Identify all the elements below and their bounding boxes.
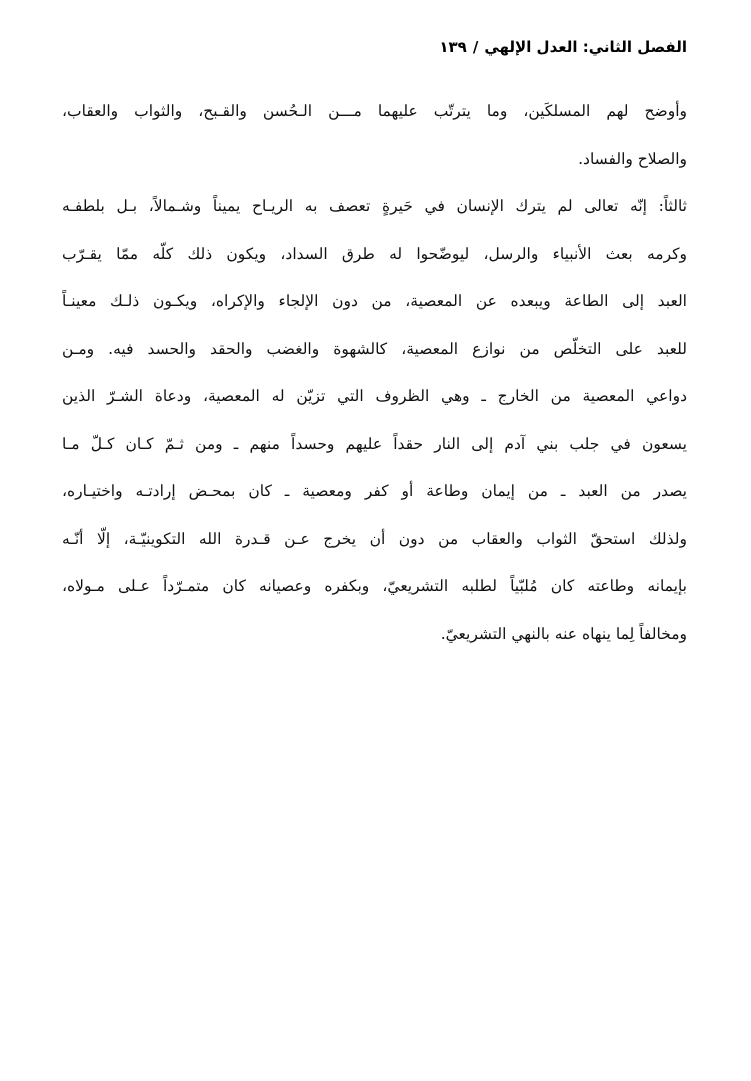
running-header — [64, 32, 687, 62]
chapter-title: الفصل الثاني: العدل الإلهي — [484, 38, 687, 56]
header-separator: / — [472, 38, 479, 56]
text-line: يسعون في جلب بني آدم إلى النار حقداً عليهم وحسداً منهم ـ ومن ثـمّ كـان كـلّ مـا — [62, 434, 687, 453]
text-line: وكرمه بعث الأنبياء والرسل، ليوضّحوا له طرق السداد، ويكون ذلك كلّه ممّا يقـرّب — [62, 244, 687, 263]
text-line: للعبد على التخلّص من نوازع المعصية، كالشهوة والغضب والحقد والحسد فيه. ومـن — [62, 339, 687, 358]
page-number: ١٣٩ — [439, 38, 467, 56]
body-text — [62, 88, 687, 658]
text-line: يصدر من العبد ـ من إيمان وطاعة أو كفر ومعصية ـ كان بمحـض إرادتـه واختيـاره، — [62, 482, 687, 500]
text-line: وأوضح لهم المسلكَين، وما يترتّب عليهما مـــن الـحُسن والقـبح، والثواب والعقاب، — [62, 102, 687, 120]
text-line: بإيمانه وطاعته كان مُلبّياً لطلبه التشريعيّ، وبكفره وعصيانه كان متمـرّداً عـلى مـولاه، — [62, 577, 687, 595]
text-line: دواعي المعصية من الخارج ـ وهي الظروف التي تزيّن له المعصية، ودعاة الشـرّ الذين — [62, 387, 687, 405]
text-line: العبد إلى الطاعة ويبعده عن المعصية، من دون الإلجاء والإكراه، ويكـون ذلـك معينـاً — [62, 292, 687, 310]
text-line: ثالثاً: إنّه تعالى لم يترك الإنسان في حَيرةٍ تعصف به الريـاح يميناً وشـمالاً، بـل بلطفـه — [62, 197, 687, 215]
text-line: والصلاح والفساد. — [578, 149, 687, 168]
text-line: ومخالفاً لِما ينهاه عنه بالنهي التشريعيّ. — [440, 624, 687, 643]
text-line: ولذلك استحقّ الثواب والعقاب من دون أن يخرج عـن قـدرة الله التكوينيّـة، إلّا أنّـه — [62, 529, 687, 548]
